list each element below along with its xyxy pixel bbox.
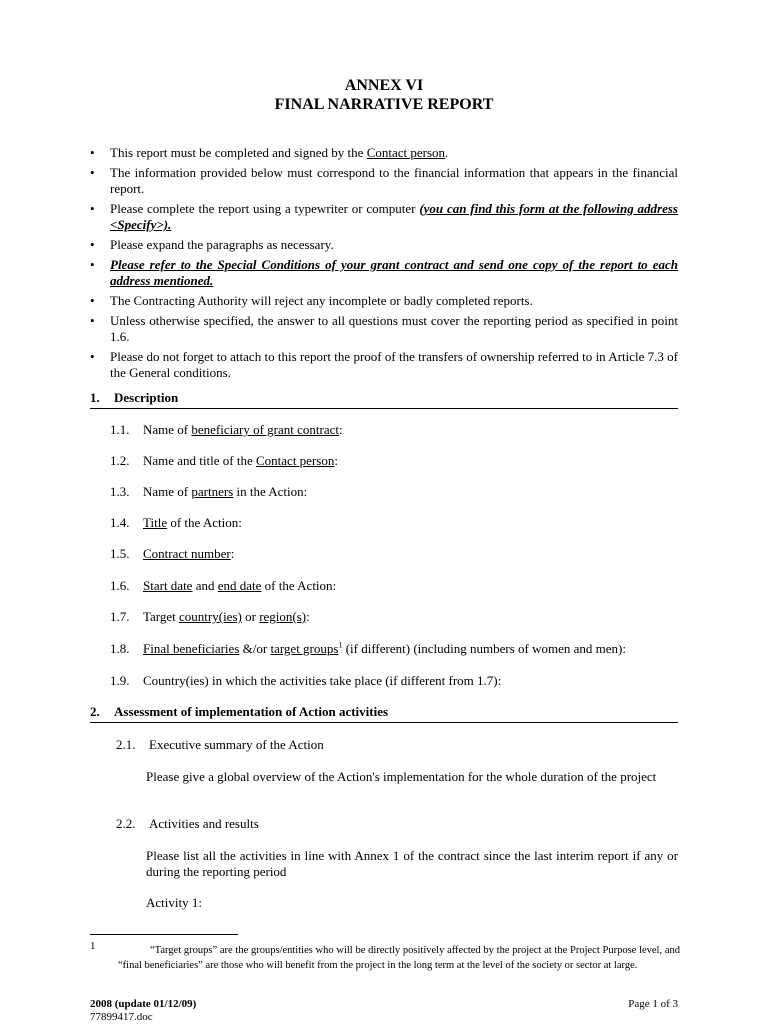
- field-activity-countries: 1.9. Country(ies) in which the activities take place (if different from 1.7):: [110, 673, 502, 688]
- footer-version: 2008 (update 01/12/09): [90, 998, 197, 1010]
- footnote-separator: [90, 934, 238, 935]
- footnote-number: 1: [90, 940, 96, 952]
- bullet-icon: •: [90, 145, 95, 160]
- bullet-icon: •: [90, 349, 95, 364]
- bullet-icon: •: [90, 293, 95, 308]
- activity-1-label: Activity 1:: [146, 895, 202, 910]
- special-conditions-note: Please refer to the Special Conditions of your grant contract and send one copy of the report to each address mentioned.: [110, 257, 678, 288]
- contact-person-term: Contact person: [366, 145, 446, 160]
- activities-instruction: Please list all the activities in line with Annex 1 of the contract since the last interim report if any or during the reporting period: [146, 848, 678, 879]
- field-beneficiaries: 1.8. Final beneficiaries &/or target groups$^1$ (if different) (including numbers of women and men):: [110, 640, 626, 656]
- executive-summary-instruction: Please give a global overview of the Action's implementation for the whole duration of the project: [146, 769, 657, 784]
- instruction-item: • Unless otherwise specified, the answer to all questions must cover the reporting period as specified in point 1.6.: [90, 313, 678, 344]
- form-address-note: (you can find this form at the following address <Specify>).: [110, 201, 678, 232]
- instruction-item: • Please do not forget to attach to this report the proof of the transfers of ownership referred to in Article 7.3 of the General conditions.: [90, 349, 678, 380]
- field-activities-results: 2.2. Activities and results: [116, 816, 259, 831]
- footnote-ref: 1: [338, 640, 343, 650]
- report-title: FINAL NARRATIVE REPORT: [274, 96, 494, 113]
- instruction-item: • The Contracting Authority will reject any incomplete or badly completed reports.: [90, 293, 533, 308]
- instruction-item: • The information provided below must correspond to the financial information that appears in the financial report.: [90, 165, 678, 196]
- instruction-item: • Please expand the paragraphs as necessary.: [90, 237, 334, 252]
- field-target-country: 1.7. Target country(ies) or region(s):: [110, 609, 310, 624]
- field-partners: 1.3. Name of partners in the Action:: [110, 484, 308, 499]
- field-contact-person: 1.2. Name and title of the Contact person:: [110, 453, 338, 468]
- instruction-item: • This report must be completed and signed by the Contact person.: [90, 145, 449, 160]
- footnote-text: “Target groups” are the groups/entities who will be directly positively affected by the project at the Project Purpose level, and “final beneficiaries” are those who will benefit from the project in the long term at the level of the society or sector at large.: [118, 945, 680, 971]
- bullet-icon: •: [90, 313, 95, 328]
- bullet-icon: •: [90, 257, 95, 272]
- bullet-icon: •: [90, 237, 95, 252]
- page-number: Page 1 of 3: [628, 998, 678, 1010]
- field-action-title: 1.4. Title of the Action:: [110, 515, 242, 530]
- instruction-list: [90, 145, 678, 385]
- instruction-item: • Please complete the report using a typewriter or computer (you can find this form at the following address <Specify>).: [90, 201, 678, 232]
- footer-doc-id: 77899417.doc: [90, 1011, 153, 1023]
- instruction-item: [90, 257, 678, 289]
- bullet-icon: •: [90, 165, 95, 180]
- bullet-icon: •: [90, 201, 95, 216]
- field-contract-number: 1.5. Contract number:: [110, 546, 235, 561]
- field-executive-summary: 2.1. Executive summary of the Action: [116, 737, 324, 752]
- field-dates: 1.6. Start date and end date of the Action:: [110, 578, 337, 593]
- annex-title: ANNEX VI: [344, 77, 424, 94]
- field-beneficiary-name: 1.1. Name of beneficiary of grant contract:: [110, 422, 343, 437]
- section-heading-assessment: 2. Assessment of implementation of Action activities: [90, 704, 678, 723]
- section-heading-description: 1. Description: [90, 390, 678, 409]
